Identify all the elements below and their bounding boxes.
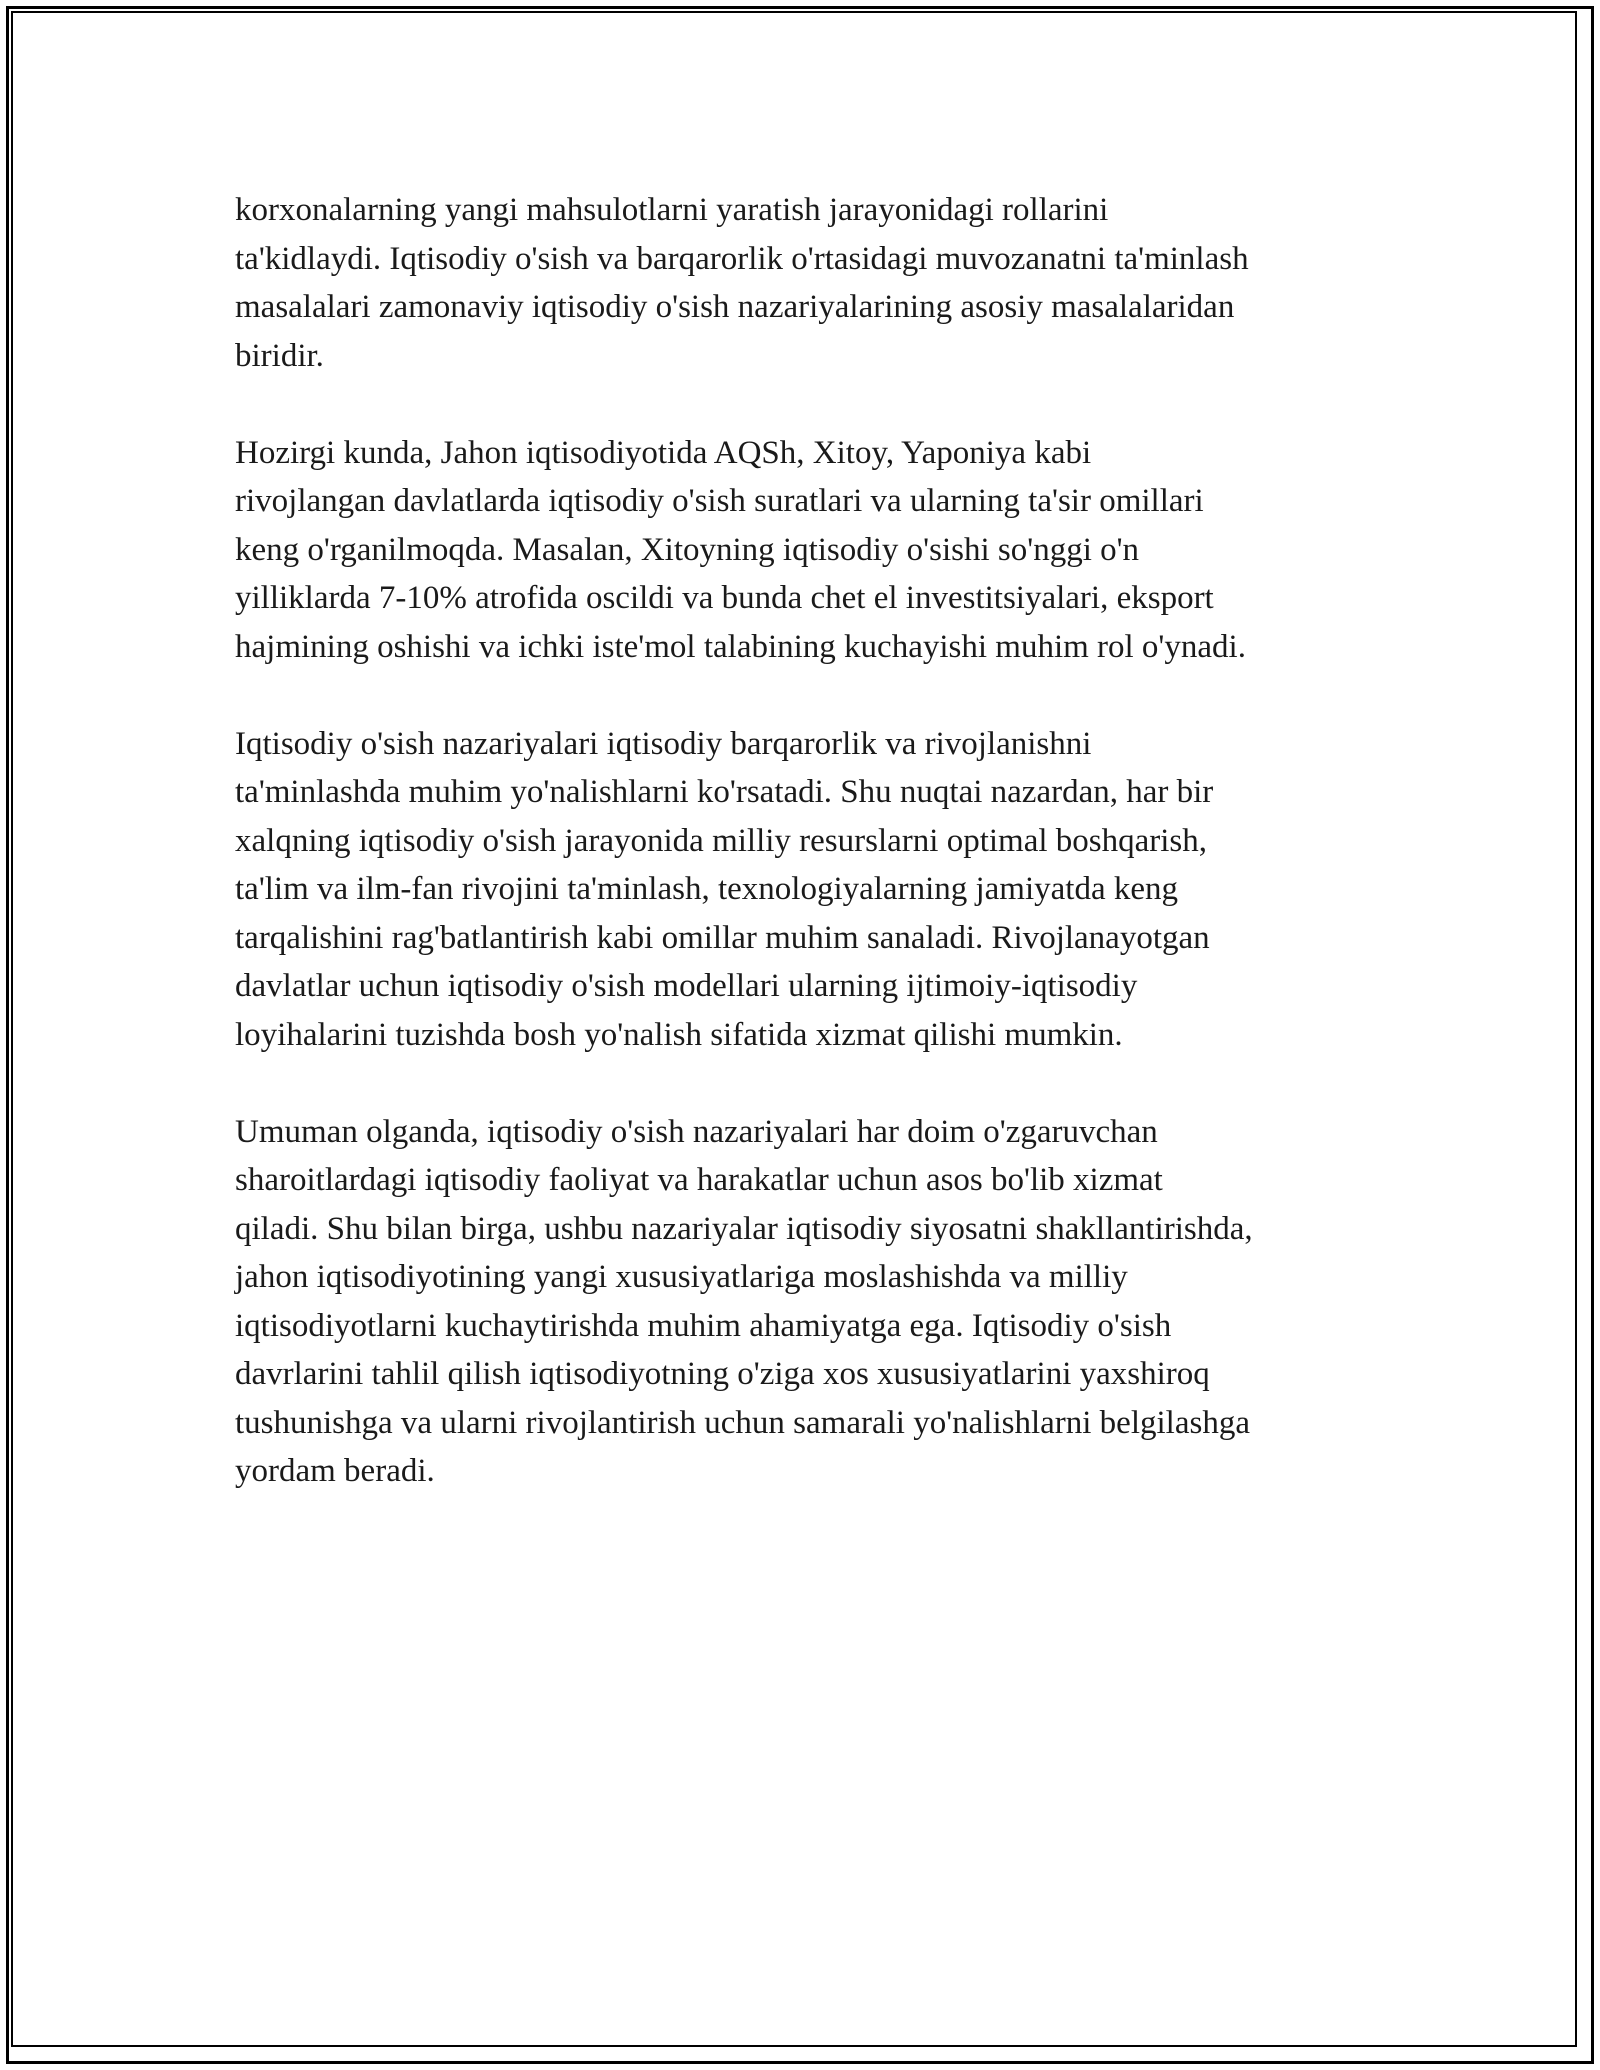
document-body xyxy=(235,186,1385,1544)
paragraph-2: Hozirgi kunda, Jahon iqtisodiyotida AQSh, Xitoy, Yaponiya kabi rivojlangan davlatlarda iqtisodiy o'sish suratlari va ularning ta'sir omillari keng o'rganilmoqda. Masalan, Xitoyning iqtisodiy o'sishi so'nggi o'n yilliklarda 7-10% atrofida oscildi va bunda chet el investitsiyalari, eksport hajmining oshishi va ichki iste'mol talabining kuchayishi muhim rol o'ynadi. xyxy=(235,434,1246,665)
paragraph-4: Umuman olganda, iqtisodiy o'sish nazariyalari har doim o'zgaruvchan sharoitlardagi iqtisodiy faoliyat va harakatlar uchun asos bo'lib xizmat qiladi. Shu bilan birga, ushbu nazariyalar iqtisodiy siyosatni shakllantirishda, jahon iqtisodiyotining yangi xususiyatlariga moslashishda va milliy iqtisodiyotlarni kuchaytirishda muhim ahamiyatga ega. Iqtisodiy o'sish davrlarini tahlil qilish iqtisodiyotning o'ziga xos xususiyatlarini yaxshiroq tushunishga va ularni rivojlantirish uchun samarali yo'nalishlarni belgilashga yordam beradi. xyxy=(235,1113,1253,1489)
paragraph-1: korxonalarning yangi mahsulotlarni yaratish jarayonidagi rollarini ta'kidlaydi. Iqtisodiy o'sish va barqarorlik o'rtasidagi muvozanatni ta'minlash masalalari zamonaviy iqtisodiy o'sish nazariyalarining asosiy masalalaridan biridir. xyxy=(235,192,1249,374)
paragraph-3: Iqtisodiy o'sish nazariyalari iqtisodiy barqarorlik va rivojlanishni ta'minlashda muhim yo'nalishlarni ko'rsatadi. Shu nuqtai nazardan, har bir xalqning iqtisodiy o'sish jarayonida milliy resurslarni optimal boshqarish, ta'lim va ilm-fan rivojini ta'minlash, texnologiyalarning jamiyatda keng tarqalishini rag'batlantirish kabi omillar muhim sanaladi. Rivojlanayotgan davlatlar uchun iqtisodiy o'sish modellari ularning ijtimoiy-iqtisodiy loyihalarini tuzishda bosh yo'nalish sifatida xizmat qilishi mumkin. xyxy=(235,725,1214,1053)
